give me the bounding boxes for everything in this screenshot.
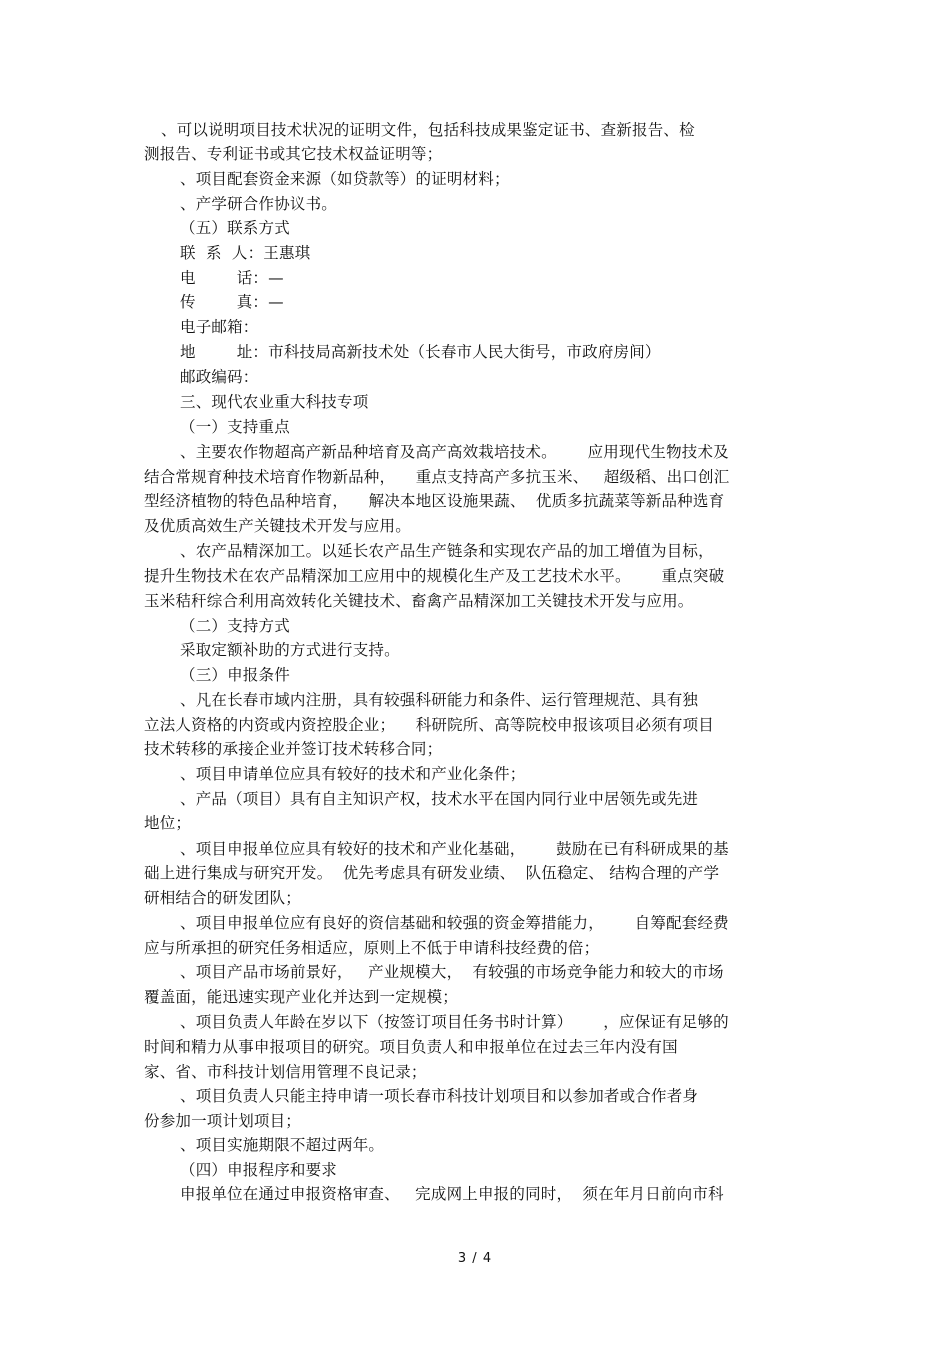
text-line: （三）申报条件	[180, 666, 290, 684]
text-line: （五）联系方式	[180, 219, 290, 237]
text-line: 、项目配套资金来源（如贷款等）的证明材料；	[180, 170, 510, 188]
text-line: 应与所承担的研究任务相适应，原则上不低于申请科技经费的倍；	[144, 939, 600, 957]
text-line: 地位；	[144, 814, 192, 832]
text-line: 采取定额补助的方式进行支持。	[180, 641, 400, 659]
text-line: 家、省、市科技计划信用管理不良记录；	[144, 1063, 427, 1081]
text-line: 、项目产品市场前景好， 产业规模大， 有较强的市场竞争能力和较大的市场	[180, 963, 724, 981]
text-line: （二）支持方式	[180, 617, 290, 635]
text-line: 、主要农作物超高产新品种培育及高产高效栽培技术。 应用现代生物技术及	[180, 443, 729, 461]
text-line: 、项目实施期限不超过两年。	[180, 1136, 385, 1154]
text-line: 技术转移的承接企业并签订技术转移合同；	[144, 740, 443, 758]
text-line: （四）申报程序和要求	[180, 1161, 338, 1179]
page-number: 3 / 4	[457, 1251, 493, 1266]
text-line: 份参加一项计划项目；	[144, 1112, 302, 1130]
text-line: 提升生物技术在农产品精深加工应用中的规模化生产及工艺技术水平。 重点突破	[144, 567, 725, 585]
text-line: 邮政编码：	[180, 368, 259, 386]
text-line: 、项目申请单位应具有较好的技术和产业化条件；	[180, 765, 526, 783]
text-line: （一）支持重点	[180, 418, 290, 436]
text-line: 、项目负责人只能主持申请一项长春市科技计划项目和以参加者或合作者身	[180, 1087, 699, 1105]
text-line: 电 话：—	[180, 269, 284, 287]
text-line: 三、现代农业重大科技专项	[180, 393, 369, 411]
text-line: 申报单位在通过申报资格审查、 完成网上申报的同时， 须在年月日前向市科	[180, 1185, 724, 1203]
text-line: 、项目负责人年龄在岁以下（按签订项目任务书时计算） ，应保证有足够的	[180, 1013, 729, 1031]
text-line: 时间和精力从事申报项目的研究。项目负责人和申报单位在过去三年内没有国	[144, 1038, 678, 1056]
text-line: 立法人资格的内资或内资控股企业； 科研院所、高等院校申报该项目必须有项目	[144, 716, 715, 734]
text-line: 及优质高效生产关键技术开发与应用。	[144, 517, 411, 535]
text-line: 电子邮箱：	[180, 318, 259, 336]
text-line: 础上进行集成与研究开发。 优先考虑具有研发业绩、 队伍稳定、 结构合理的产学	[144, 864, 720, 882]
text-line: 、产品（项目）具有自主知识产权，技术水平在国内同行业中居领先或先进	[180, 790, 699, 808]
text-line: 传 真：—	[180, 293, 284, 311]
text-line: 、产学研合作协议书。	[180, 195, 338, 213]
text-line: 地 址：市科技局高新技术处（长春市人民大街号，市政府房间）	[180, 343, 661, 361]
text-line: 结合常规育种技术培育作物新品种， 重点支持高产多抗玉米、 超级稻、出口创汇	[144, 468, 730, 486]
text-line: 、项目申报单位应有良好的资信基础和较强的资金筹措能力， 自筹配套经费	[180, 914, 729, 932]
text-line: 玉米秸秆综合利用高效转化关键技术、畜禽产品精深加工关键技术开发与应用。	[144, 592, 694, 610]
text-line: 测报告、专利证书或其它技术权益证明等；	[144, 145, 443, 163]
text-line: 、项目申报单位应具有较好的技术和产业化基础， 鼓励在已有科研成果的基	[180, 840, 729, 858]
text-line: 型经济植物的特色品种培育， 解决本地区设施果蔬、 优质多抗蔬菜等新品种选育	[144, 492, 725, 510]
text-line: 联 系 人：王惠琪	[180, 244, 311, 262]
text-line: 、农产品精深加工。以延长农产品生产链条和实现农产品的加工增值为目标，	[180, 542, 714, 560]
text-line: 覆盖面，能迅速实现产业化并达到一定规模；	[144, 988, 459, 1006]
text-line: 、可以说明项目技术状况的证明文件，包括科技成果鉴定证书、查新报告、检	[161, 121, 695, 139]
text-line: 、凡在长春市域内注册，具有较强科研能力和条件、运行管理规范、具有独	[180, 691, 699, 709]
text-line: 研相结合的研发团队；	[144, 889, 302, 907]
